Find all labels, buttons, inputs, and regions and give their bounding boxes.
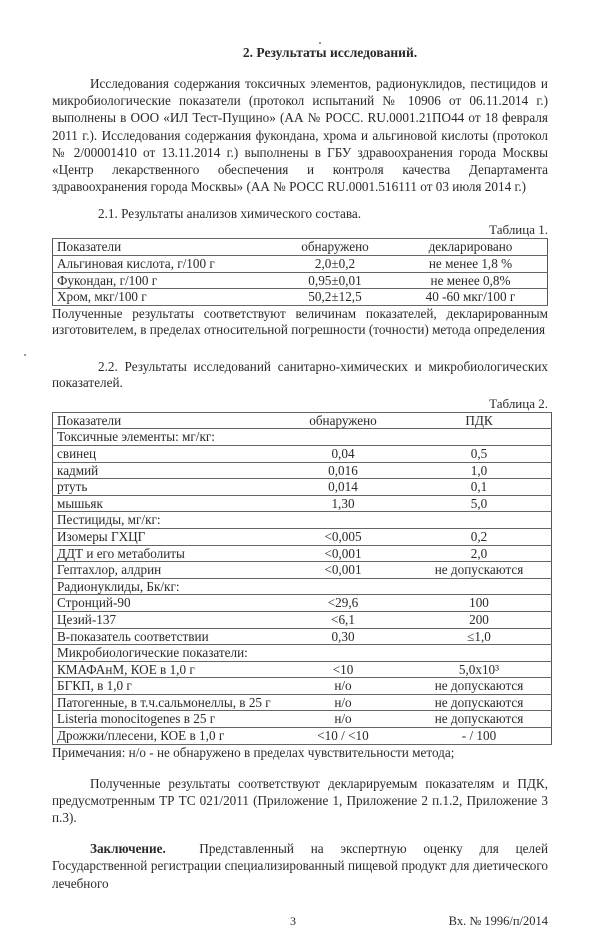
table-row — [53, 678, 552, 695]
limit-cell: ≤1,0 — [407, 628, 552, 645]
table-row — [53, 661, 552, 678]
table-row — [53, 694, 552, 711]
table-2-caption: Таблица 2. — [489, 395, 548, 411]
detected-cell: 0,04 — [279, 445, 407, 462]
detected-cell: 0,95±0,01 — [276, 272, 394, 289]
limit-cell: 0,5 — [407, 445, 552, 462]
table-row — [53, 256, 548, 273]
limit-cell: 1,0 — [407, 462, 552, 479]
table-1-conclusion: Полученные результаты соответствуют величинам показателей, декларированным изготовителем, в пределах относительной погрешности (точности) метода определения — [52, 305, 548, 338]
table-row — [53, 628, 552, 645]
group-label: Микробиологические показатели: — [53, 645, 552, 662]
table-group-row — [53, 578, 552, 595]
table-row — [53, 595, 552, 612]
indicator-cell: Патогенные, в т.ч.сальмонеллы, в 25 г — [53, 694, 280, 711]
limit-cell: - / 100 — [407, 728, 552, 745]
table-row — [53, 272, 548, 289]
subsection-2-2-title: 2.2. Результаты исследований санитарно-химических и микробиологических показателей. — [52, 358, 548, 391]
table-1-chemical-composition — [52, 238, 548, 305]
detected-cell: 2,0±0,2 — [276, 256, 394, 273]
detected-cell: <29,6 — [279, 595, 407, 612]
indicator-cell: ртуть — [53, 479, 280, 496]
table-row — [53, 495, 552, 512]
indicator-cell: В-показатель соответствии — [53, 628, 280, 645]
header-cell: обнаружено — [279, 412, 407, 429]
indicator-cell: Listeria monocitogenes в 25 г — [53, 711, 280, 728]
intro-paragraph: Исследования содержания токсичных элементов, радионуклидов, пестицидов и микробиологические показатели (протокол испытаний № 10906 от 06.11.2014 г.) выполнены в ООО «ИЛ Тест-Пущино» (АА № РОСС. RU.0001.21ПО44 от 18 февраля 2011 г.). Исследования содержания фукондана, хрома и альгиновой кислоты (протокол № 2/00001410 от 13.11.2014 г.) выполнены в ГБУ здравоохранения города Москвы «Центр лекарственного обеспечения и контроля качества Департамента здравоохранения города Москвы» (АА № РОСС RU.0001.516111 от 03 июля 2014 г.) — [52, 76, 548, 195]
table-row — [53, 611, 552, 628]
header-cell: ПДК — [407, 412, 552, 429]
indicator-cell: кадмий — [53, 462, 280, 479]
indicator-cell: ДДТ и его метаболиты — [53, 545, 280, 562]
indicator-cell: Гептахлор, алдрин — [53, 562, 280, 579]
limit-cell: 200 — [407, 611, 552, 628]
limit-cell: 0,1 — [407, 479, 552, 496]
table-row — [53, 528, 552, 545]
table-row — [53, 289, 548, 306]
conclusion-text: Представленный на экспертную оценку для целей Государственной регистрации специализированный пищевой продукт для диетического лечебного — [52, 841, 549, 891]
table-row — [53, 545, 552, 562]
subsection-2-1-title: 2.1. Результаты анализов химического состава. — [98, 206, 362, 222]
header-cell: обнаружено — [276, 239, 394, 256]
table-row — [53, 479, 552, 496]
limit-cell: 0,2 — [407, 528, 552, 545]
conclusion-paragraph — [52, 840, 548, 892]
detected-cell: 0,30 — [279, 628, 407, 645]
table-1-caption: Таблица 1. — [489, 222, 548, 238]
table-row — [53, 562, 552, 579]
detected-cell: 0,014 — [279, 479, 407, 496]
detected-cell: <0,005 — [279, 528, 407, 545]
detected-cell: 50,2±12,5 — [276, 289, 394, 306]
section-heading: 2. Результаты исследований. — [242, 45, 418, 60]
declared-cell: не менее 1,8 % — [394, 256, 548, 273]
detected-cell: <10 — [279, 661, 407, 678]
table-2-sanitary-microbiological — [52, 412, 552, 745]
detected-cell: 1,30 — [279, 495, 407, 512]
limit-cell: не допускаются — [407, 711, 552, 728]
scan-speck — [319, 42, 321, 44]
table-row — [53, 445, 552, 462]
group-label: Пестициды, мг/кг: — [53, 512, 552, 529]
limit-cell: 5,0 — [407, 495, 552, 512]
limit-cell: не допускаются — [407, 562, 552, 579]
indicator-cell: Дрожжи/плесени, КОЕ в 1,0 г — [53, 728, 280, 745]
indicator-cell: мышьяк — [53, 495, 280, 512]
indicator-cell: Хром, мкг/100 г — [53, 289, 277, 306]
limit-cell: 2,0 — [407, 545, 552, 562]
detected-cell: 0,016 — [279, 462, 407, 479]
indicator-cell: Альгиновая кислота, г/100 г — [53, 256, 277, 273]
group-label: Токсичные элементы: мг/кг: — [53, 429, 552, 446]
table-row — [53, 728, 552, 745]
detected-cell: н/о — [279, 678, 407, 695]
indicator-cell: свинец — [53, 445, 280, 462]
detected-cell: н/о — [279, 694, 407, 711]
table-group-row — [53, 512, 552, 529]
indicator-cell: Фукондан, г/100 г — [53, 272, 277, 289]
table-header-row — [53, 412, 552, 429]
indicator-cell: БГКП, в 1,0 г — [53, 678, 280, 695]
detected-cell: н/о — [279, 711, 407, 728]
page-number: 3 — [290, 913, 296, 928]
indicator-cell: КМАФАнМ, КОЕ в 1,0 г — [53, 661, 280, 678]
conclusion-label: Заключение. — [90, 841, 166, 857]
table-row — [53, 462, 552, 479]
limit-cell: 100 — [407, 595, 552, 612]
indicator-cell: Стронций-90 — [53, 595, 280, 612]
incoming-reference: Вх. № 1996/п/2014 — [448, 913, 548, 928]
limit-cell: не допускаются — [407, 694, 552, 711]
detected-cell: <6,1 — [279, 611, 407, 628]
scan-speck — [24, 354, 26, 356]
detected-cell: <0,001 — [279, 545, 407, 562]
limit-cell: не допускаются — [407, 678, 552, 695]
table-row — [53, 711, 552, 728]
indicator-cell: Цезий-137 — [53, 611, 280, 628]
table-group-row — [53, 645, 552, 662]
page-footer — [52, 914, 548, 932]
limit-cell: 5,0x10³ — [407, 661, 552, 678]
group-label: Радионуклиды, Бк/кг: — [53, 578, 552, 595]
compliance-paragraph: Полученные результаты соответствуют декларируемым показателям и ПДК, предусмотренным ТР ТС 021/2011 (Приложение 1, Приложение 2 п.1.2, Приложение 3 п.3). — [52, 775, 548, 826]
header-cell: декларировано — [394, 239, 548, 256]
declared-cell: 40 -60 мкг/100 г — [394, 289, 548, 306]
table-2-note: Примечания: н/о - не обнаружено в пределах чувствительности метода; — [52, 744, 455, 760]
table-group-row — [53, 429, 552, 446]
table-header-row — [53, 239, 548, 256]
declared-cell: не менее 0,8% — [394, 272, 548, 289]
detected-cell: <0,001 — [279, 562, 407, 579]
indicator-cell: Изомеры ГХЦГ — [53, 528, 280, 545]
header-cell: Показатели — [53, 412, 280, 429]
detected-cell: <10 / <10 — [279, 728, 407, 745]
header-cell: Показатели — [53, 239, 277, 256]
